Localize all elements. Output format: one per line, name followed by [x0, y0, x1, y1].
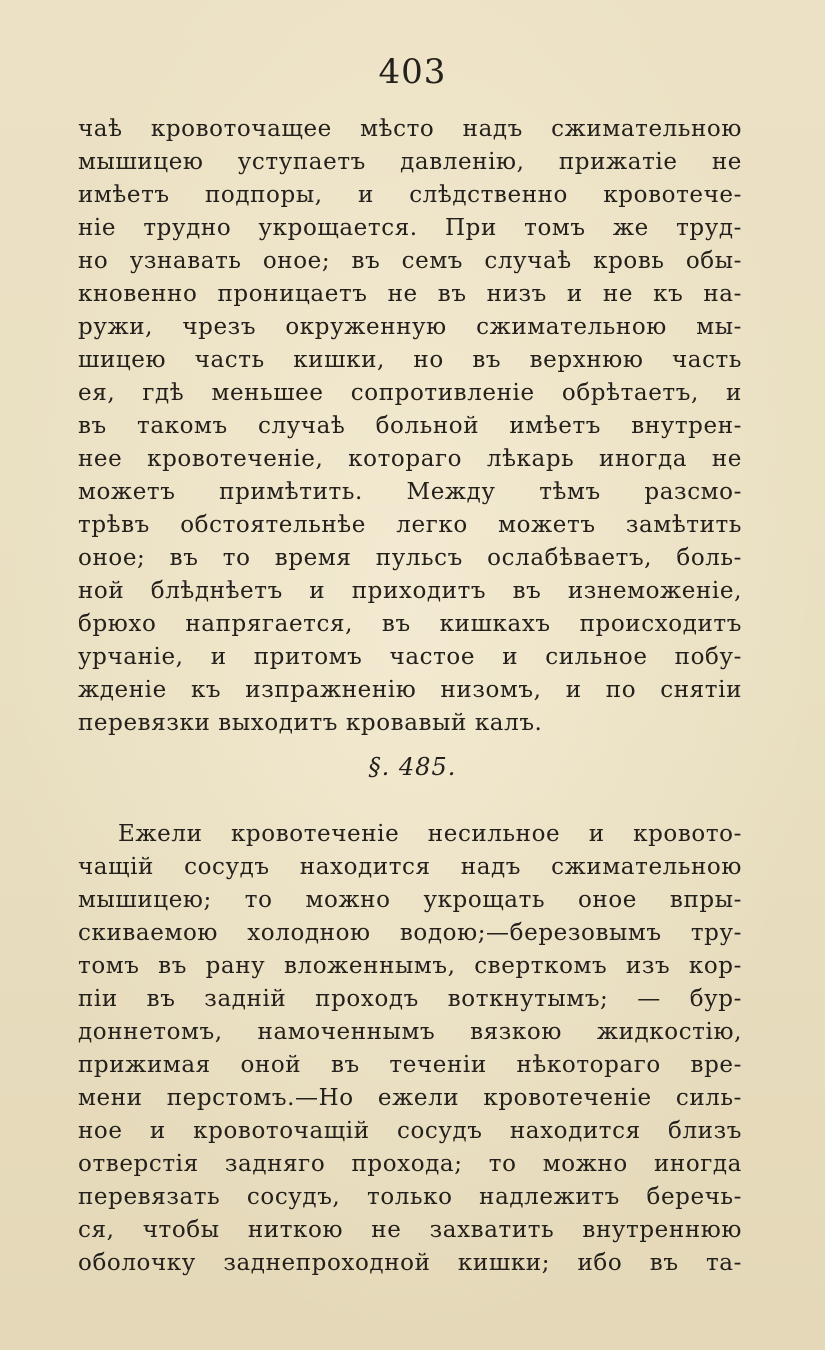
text-line: мышицею; то можно укрощать оное впры- [78, 887, 742, 913]
text-line: томъ въ рану вложеннымъ, сверткомъ изъ кор- [78, 953, 742, 979]
text-line: мышицею уступаетъ давленію, прижатіе не [78, 149, 742, 175]
text-line: мени перстомъ.—Но ежели кровотеченіе силь- [78, 1085, 742, 1111]
text-line: чащій сосудъ находится надъ сжимательною [78, 854, 742, 880]
text-line: оное; въ то время пульсъ ослабѣваетъ, боль- [78, 545, 742, 571]
text-line: но узнавать оное; въ семъ случаѣ кровь обы- [78, 248, 742, 274]
text-line: можетъ примѣтить. Между тѣмъ разсмо- [78, 479, 742, 505]
text-line: шицею часть кишки, но въ верхнюю часть [78, 347, 742, 373]
text-line: перевязки выходитъ кровавый калъ. [78, 710, 543, 736]
text-line: урчаніе, и притомъ частое и сильное побу- [78, 644, 742, 670]
text-line: кновенно проницаетъ не въ низъ и не къ на- [78, 281, 742, 307]
text-line: ся, чтобы ниткою не захватить внутреннюю [78, 1217, 742, 1243]
text-line: жденіе къ изпражненію низомъ, и по снятіи [78, 677, 742, 703]
text-line: трѣвъ обстоятельнѣе легко можетъ замѣтить [78, 512, 742, 538]
text-line: ружи, чрезъ окруженную сжимательною мы- [78, 314, 742, 340]
text-line: перевязать сосудъ, только надлежитъ беречь- [78, 1184, 742, 1210]
text-line: ное и кровоточащій сосудъ находится близъ [78, 1118, 742, 1144]
text-line: нее кровотеченіе, котораго лѣкарь иногда не [78, 446, 742, 472]
text-line: прижимая оной въ теченіи нѣкотораго вре- [78, 1052, 742, 1078]
text-line: піи въ задній проходъ воткнутымъ; — бур- [78, 986, 742, 1012]
section-heading: §. 485. [368, 753, 457, 781]
text-line: имѣетъ подпоры, и слѣдственно кровотече- [78, 182, 742, 208]
text-line: оболочку заднепроходной кишки; ибо въ та- [78, 1250, 742, 1276]
page-number: 403 [378, 52, 447, 92]
text-line: доннетомъ, намоченнымъ вязкою жидкостію, [78, 1019, 742, 1045]
paragraph-continued [78, 113, 742, 740]
text-line: Ежели кровотеченіе несильное и кровото- [118, 821, 742, 847]
text-line: брюхо напрягается, въ кишкахъ происходитъ [78, 611, 742, 637]
text-line: скиваемою холодною водою;—березовымъ тру- [78, 920, 742, 946]
text-line: въ такомъ случаѣ больной имѣетъ внутрен- [78, 413, 742, 439]
text-line: отверстія задняго прохода; то можно иногда [78, 1151, 742, 1177]
text-line: ной блѣднѣетъ и приходитъ въ изнеможеніе, [78, 578, 742, 604]
text-line: ніе трудно укрощается. При томъ же труд- [78, 215, 742, 241]
text-line: ея, гдѣ меньшее сопротивленіе обрѣтаетъ, и [78, 380, 742, 406]
text-line: чаѣ кровоточащее мѣсто надъ сжимательною [78, 116, 742, 142]
paragraph-section-485 [78, 818, 742, 1280]
